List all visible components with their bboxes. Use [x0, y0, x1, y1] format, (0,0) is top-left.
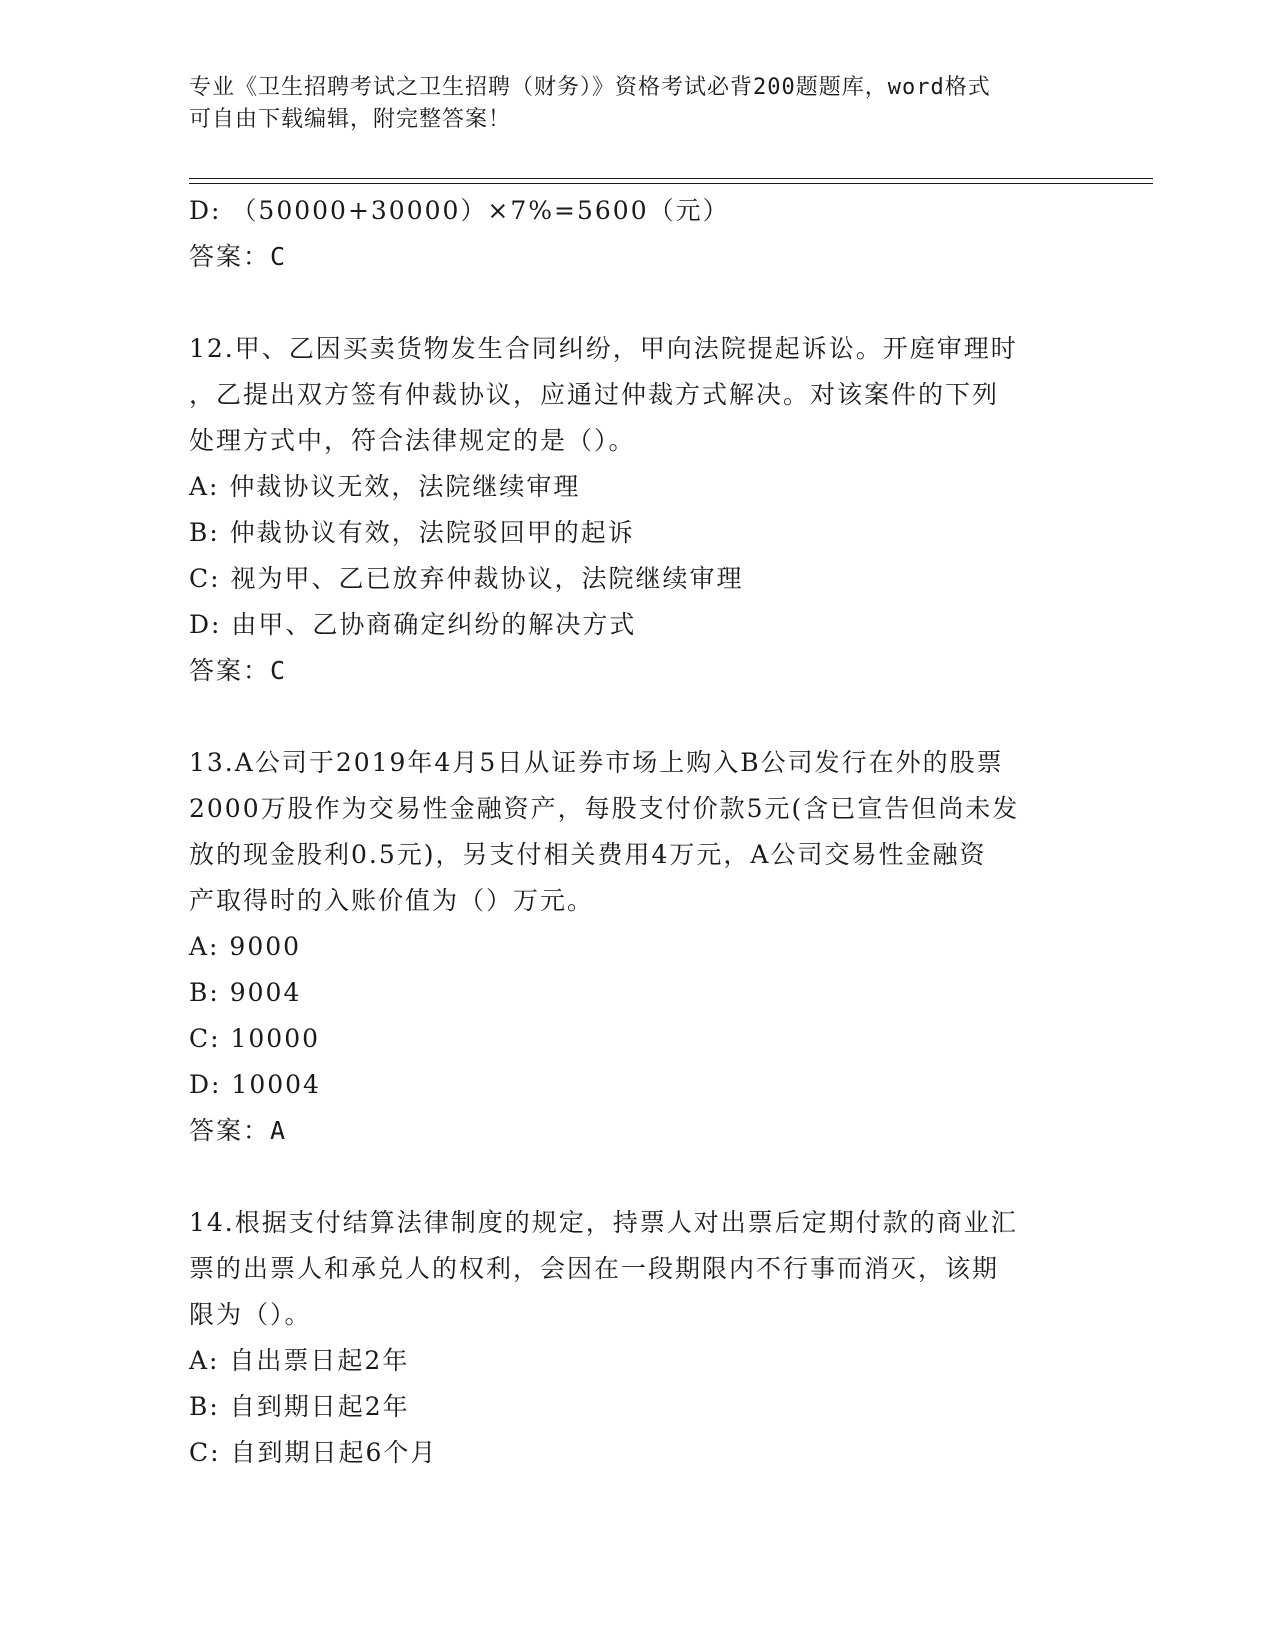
q14-option-a: A: 自出票日起2年: [189, 1346, 410, 1375]
q13-answer: 答案：A: [189, 1116, 288, 1145]
q13-stem-line: 2000万股作为交易性金融资产，每股支付价款5元(含已宣告但尚未发: [189, 794, 1020, 823]
spacer: [189, 694, 1089, 740]
q13-option-d: D: 10004: [189, 1070, 321, 1099]
q12-answer: 答案：C: [189, 656, 288, 685]
q13-option-b: B: 9004: [189, 978, 302, 1007]
q13-stem-line: 放的现金股利0.5元)，另支付相关费用4万元，A公司交易性金融资: [189, 840, 987, 869]
q12-stem-line: ，乙提出双方签有仲裁协议，应通过仲裁方式解决。对该案件的下列: [189, 380, 1000, 409]
q13-stem-line: 13.A公司于2019年4月5日从证券市场上购入B公司发行在外的股票: [189, 748, 1004, 777]
question-12: [189, 326, 1089, 694]
q12-stem-line: 12.甲、乙因买卖货物发生合同纠纷，甲向法院提起诉讼。开庭审理时: [189, 334, 1018, 363]
header-line-1: 专业《卫生招聘考试之卫生招聘（财务）》资格考试必背200题题库，word格式: [189, 75, 991, 100]
spacer: [189, 280, 1089, 326]
q11-answer: 答案：C: [189, 242, 288, 271]
question-content: [189, 188, 1089, 1476]
q12-option-c: C: 视为甲、乙已放弃仲裁协议，法院继续审理: [189, 564, 744, 593]
q12-stem-line: 处理方式中，符合法律规定的是（）。: [189, 426, 636, 455]
q14-stem-line: 票的出票人和承兑人的权利，会因在一段期限内不行事而消灭，该期: [189, 1254, 1000, 1283]
q12-option-b: B: 仲裁协议有效，法院驳回甲的起诉: [189, 518, 635, 547]
q14-option-c: C: 自到期日起6个月: [189, 1438, 438, 1467]
question-14: [189, 1200, 1089, 1476]
spacer: [189, 1154, 1089, 1200]
q11-option-d: D: （50000+30000）×7%=5600（元）: [189, 196, 730, 225]
question-13: [189, 740, 1089, 1154]
q14-stem-line: 限为（）。: [189, 1300, 312, 1329]
header-line-2: 可自由下载编辑，附完整答案！: [189, 107, 512, 132]
header-divider: [189, 178, 1153, 184]
q13-stem-line: 产取得时的入账价值为（）万元。: [189, 886, 595, 915]
q14-option-b: B: 自到期日起2年: [189, 1392, 410, 1421]
q13-option-a: A: 9000: [189, 932, 302, 961]
q12-option-d: D: 由甲、乙协商确定纠纷的解决方式: [189, 610, 637, 639]
q12-option-a: A: 仲裁协议无效，法院继续审理: [189, 472, 581, 501]
q13-option-c: C: 10000: [189, 1024, 321, 1053]
q14-stem-line: 14.根据支付结算法律制度的规定，持票人对出票后定期付款的商业汇: [189, 1208, 1018, 1237]
document-header: [189, 72, 1089, 136]
